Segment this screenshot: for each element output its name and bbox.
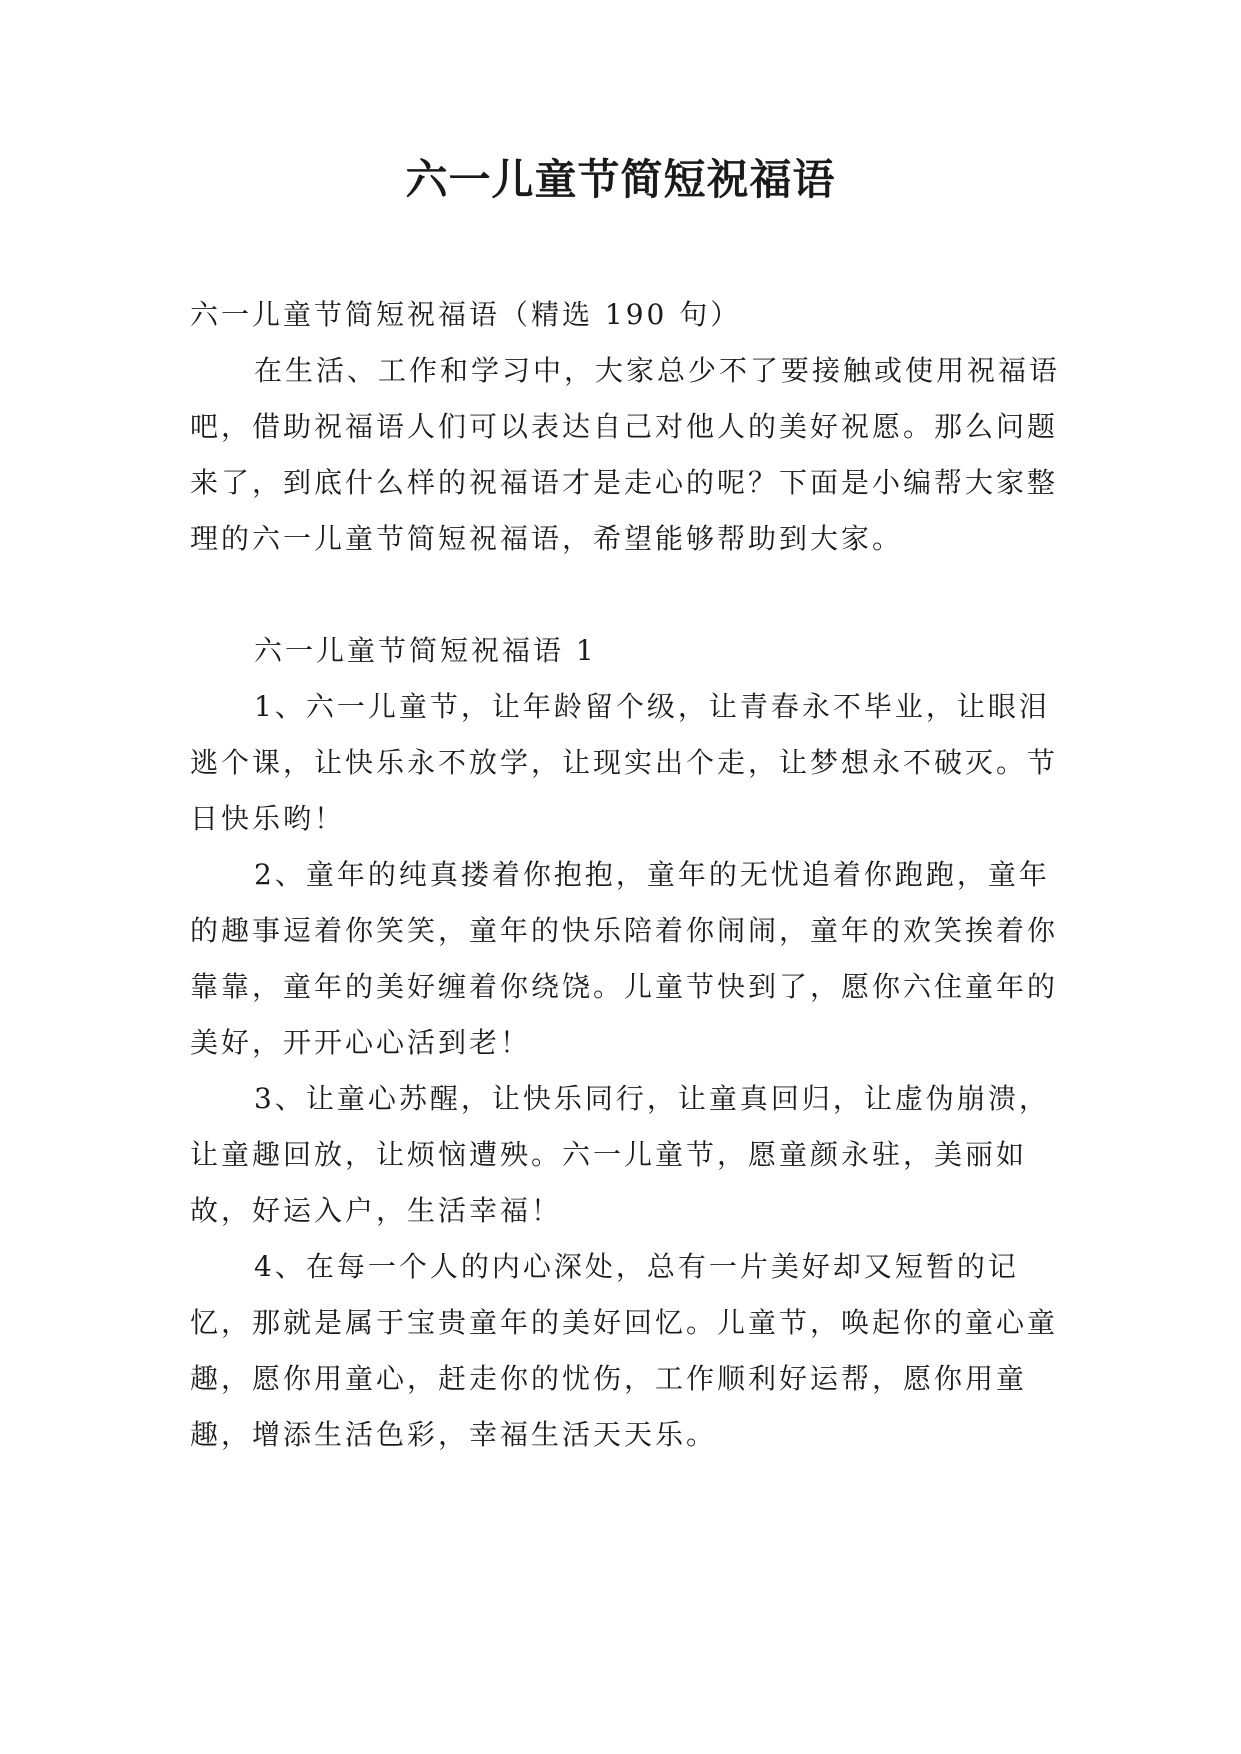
document-body [190,287,1060,1463]
blessing-paragraph-3: 3、让童心苏醒，让快乐同行，让童真回归，让虚伪崩溃，让童趣回放，让烦恼遭殃。六一儿童节，愿童颜永驻，美丽如故，好运入户，生活幸福！ [190,1082,1050,1227]
blessing-paragraph-4: 4、在每一个人的内心深处，总有一片美好却又短暂的记忆，那就是属于宝贵童年的美好回忆。儿童节，唤起你的童心童趣，愿你用童心，赶走你的忧伤，工作顺利好运帮，愿你用童趣，增添生活色彩，幸福生活天天乐。 [190,1250,1059,1451]
blessing-paragraph-1: 1、六一儿童节，让年龄留个级，让青春永不毕业，让眼泪逃个课，让快乐永不放学，让现实出个走，让梦想永不破灭。节日快乐哟！ [190,690,1059,835]
document-subtitle: 六一儿童节简短祝福语（精选 190 句） [190,298,742,331]
document-title: 六一儿童节简短祝福语 [405,155,836,204]
blessing-paragraph-2: 2、童年的纯真搂着你抱抱，童年的无忧追着你跑跑，童年的趣事逗着你笑笑，童年的快乐陪着你闹闹，童年的欢笑挨着你靠靠，童年的美好缠着你绕饶。儿童节快到了，愿你六住童年的美好，开开心心活到老！ [190,858,1059,1059]
intro-paragraph: 在生活、工作和学习中，大家总少不了要接触或使用祝福语吧，借助祝福语人们可以表达自己对他人的美好祝愿。那么问题来了，到底什么样的祝福语才是走心的呢？下面是小编帮大家整理的六一儿童节简短祝福语，希望能够帮助到大家。 [190,354,1061,555]
section-heading: 六一儿童节简短祝福语 1 [254,634,597,667]
